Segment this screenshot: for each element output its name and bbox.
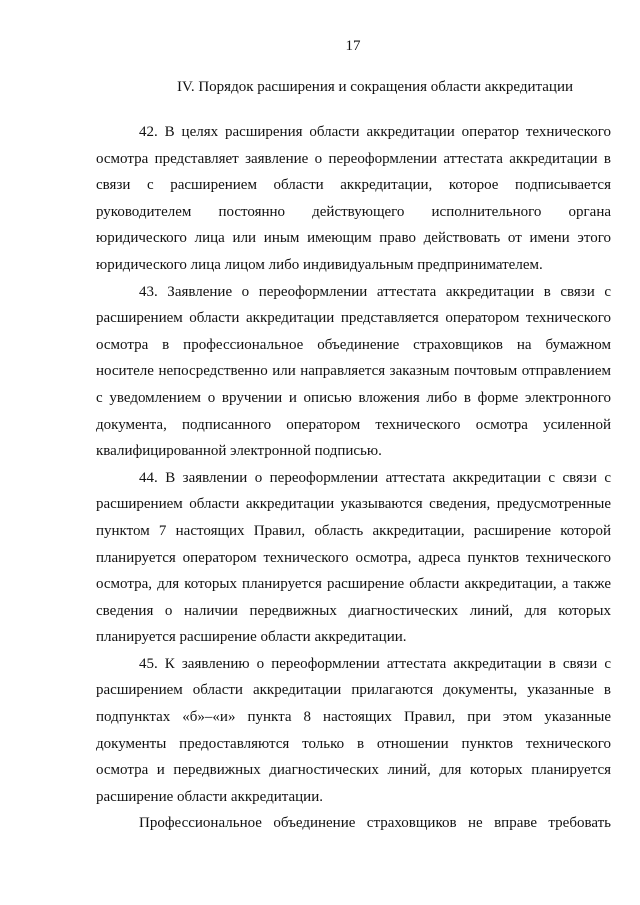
section-title: IV. Порядок расширения и сокращения области аккредитации	[176, 79, 574, 95]
paragraph-44: 44. В заявлении о переоформлении аттестата аккредитации с связи с расширением области аккредитации указываются сведения, предусмотренные пунктом 7 настоящих Правил, область аккредитации, расширение которой планируется оператором технического осмотра, адреса пунктов технического осмотра, для которых планируется расширение области аккредитации, а также сведения о наличии передвижных диагностических линий, для которых планируется расширение области аккредитации.	[96, 469, 611, 646]
paragraph-43: 43. Заявление о переоформлении аттестата аккредитации в связи с расширением области аккредитации представляется оператором технического осмотра в профессиональное объединение страховщиков на бумажном носителе непосредственно или направляется заказным почтовым отправлением с уведомлением о вручении и описью вложения либо в форме электронного документа, подписанного оператором технического осмотра усиленной квалифицированной электронной подписью.	[96, 283, 611, 460]
paragraph-45: 45. К заявлению о переоформлении аттестата аккредитации в связи с расширением области аккредитации прилагаются документы, указанные в подпунктах «б»–«и» пункта 8 настоящих Правил, при этом указанные документы предоставляются только в отношении пунктов технического осмотра и передвижных диагностических линий, для которых планируется расширение области аккредитации.	[96, 655, 611, 805]
page-number: 17	[345, 38, 361, 54]
paragraph-42: 42. В целях расширения области аккредитации оператор технического осмотра представляет заявление о переоформлении аттестата аккредитации в связи с расширением области аккредитации, которое подписывается руководителем постоянно действующего исполнительного органа юридического лица или иным имеющим право действовать от имени этого юридического лица лицом либо индивидуальным предпринимателем.	[96, 124, 611, 273]
document-body	[96, 119, 611, 837]
paragraph-continuation: Профессиональное объединение страховщиков не вправе требовать	[139, 815, 611, 832]
